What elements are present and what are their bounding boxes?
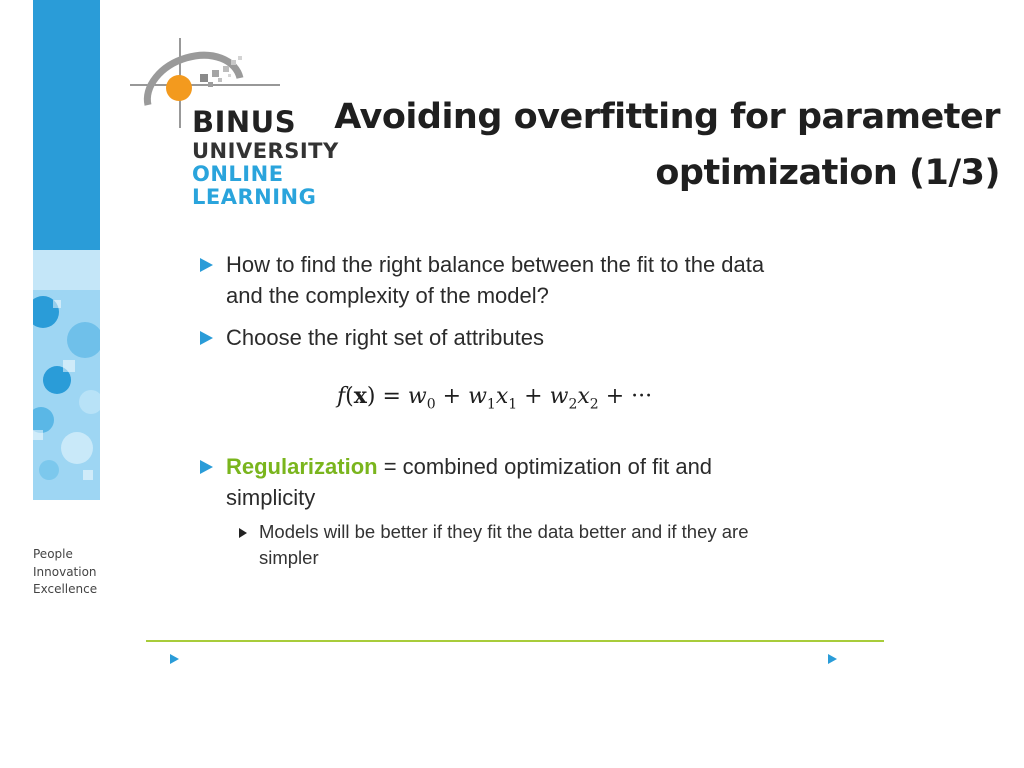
sub-bullet-item	[237, 519, 797, 571]
triangle-right-icon	[200, 331, 213, 345]
linear-model-formula: $f(x) = w_0 + w_1x_1 + w_2x_2$ + ···	[337, 383, 653, 413]
logo-line-learning: LEARNING	[192, 185, 317, 209]
slide-title	[320, 89, 1000, 201]
triangle-right-icon	[828, 654, 837, 664]
bullet-item	[200, 322, 800, 353]
tagline-line: Innovation	[33, 564, 97, 579]
footer-divider	[146, 640, 884, 642]
logo-line-online: ONLINE	[192, 162, 284, 186]
side-decorative-band	[33, 0, 100, 500]
bullet-item-regularization	[200, 451, 800, 513]
triangle-right-icon	[170, 654, 179, 664]
bullet-text	[226, 451, 800, 513]
tagline-line: Excellence	[33, 582, 98, 596]
bullet-text: Choose the right set of attributes	[226, 325, 544, 350]
bullet-item	[200, 249, 800, 311]
small-triangle-right-icon	[239, 528, 247, 538]
regularization-term: Regularization	[226, 454, 378, 479]
sub-bullet-text: Models will be better if they fit the data better and if they are simpler	[259, 521, 749, 568]
slide-title-line: Avoiding overfitting for parameter	[334, 97, 1000, 137]
tagline	[33, 546, 97, 599]
bullet-text: How to find the right balance between the fit to the data and the complexity of the model?	[226, 252, 765, 308]
triangle-right-icon	[200, 460, 213, 474]
triangle-right-icon	[200, 258, 213, 272]
logo-line-university: UNIVERSITY	[192, 139, 339, 163]
logo-wordmark	[192, 105, 339, 209]
regularization-definition: = combined optimization of fit and simplicity	[226, 454, 713, 510]
tagline-line: People	[33, 547, 73, 561]
slide-title-line: optimization (1/3)	[655, 153, 1000, 193]
logo-line-binus: BINUS	[192, 105, 297, 139]
